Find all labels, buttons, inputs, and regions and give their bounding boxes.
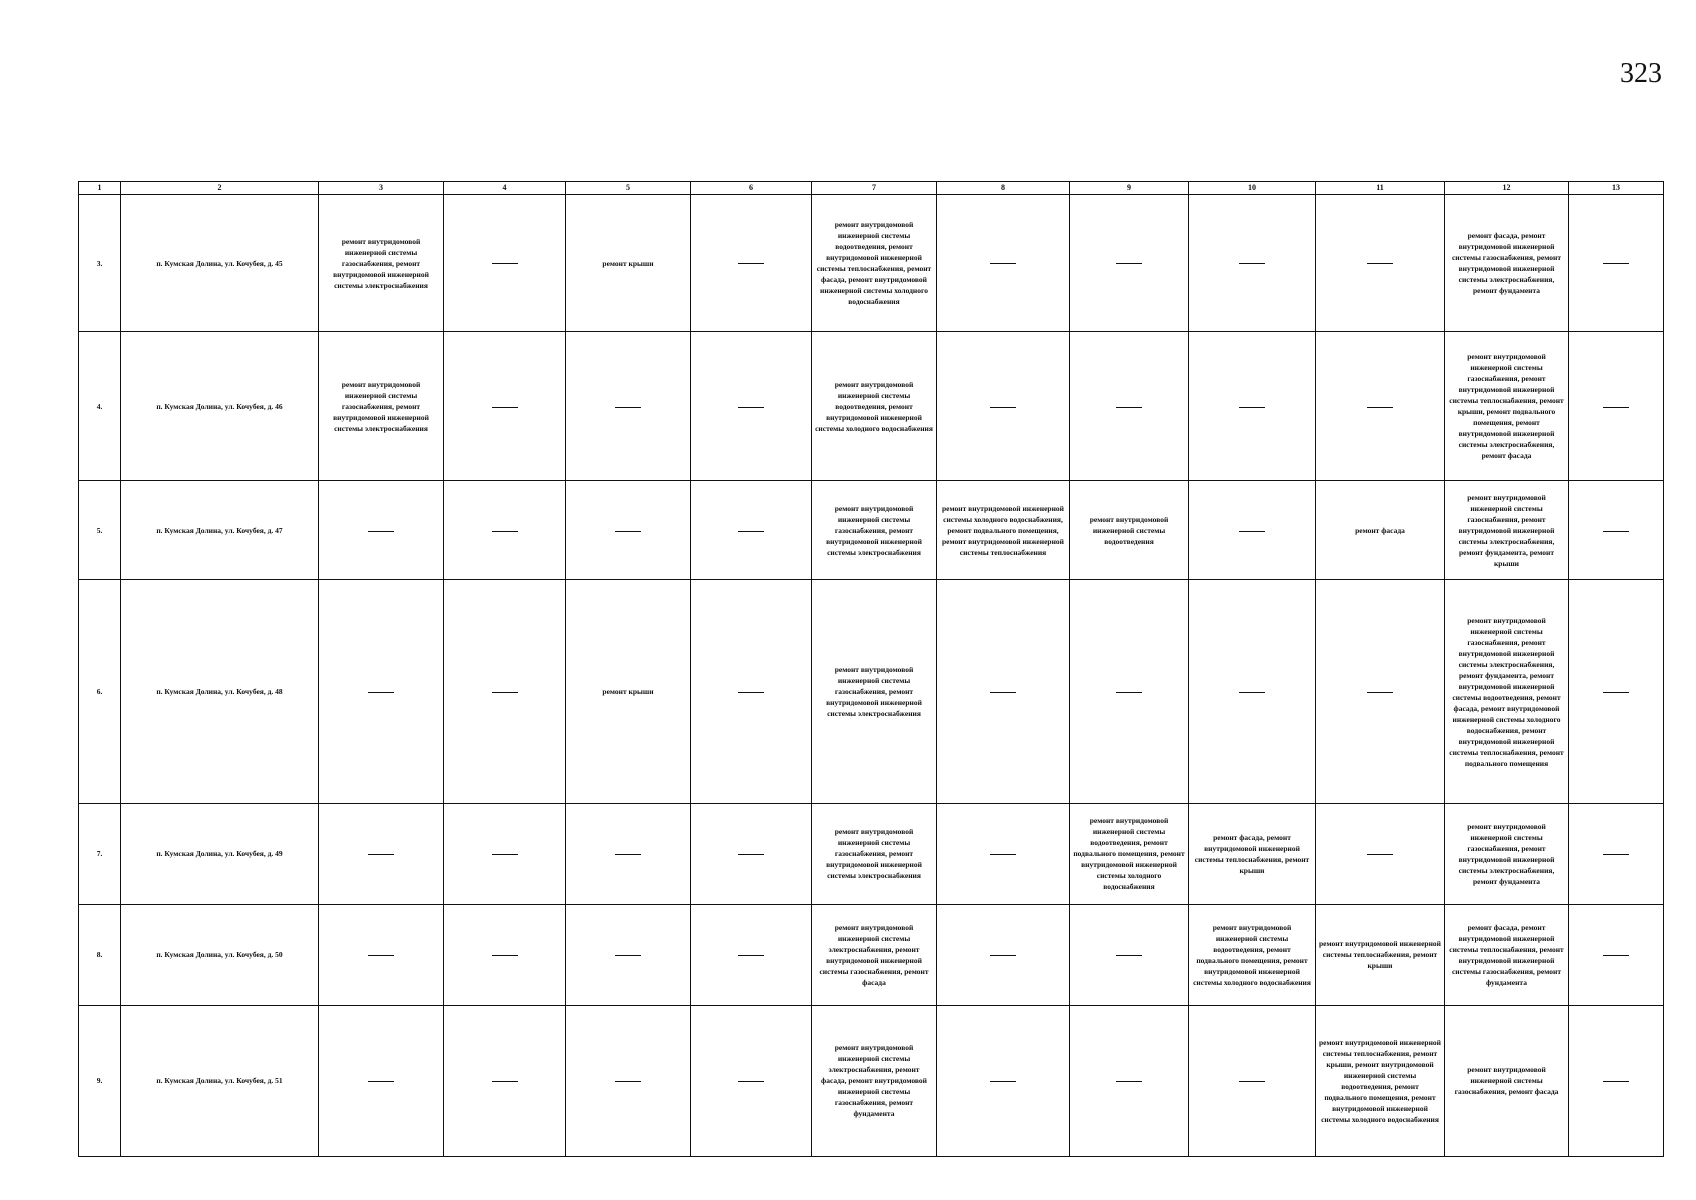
empty-dash: [738, 531, 764, 532]
table-cell: [319, 580, 444, 804]
empty-dash: [368, 1081, 394, 1082]
table-cell: ремонт внутридомовой инженерной системы газоснабжения, ремонт внутридомовой инженерной системы электроснабжения, ремонт фундамента, ремонт крыши: [1445, 481, 1569, 580]
empty-dash: [1603, 263, 1629, 264]
table-cell: [1316, 195, 1445, 332]
table-cell: [691, 804, 812, 905]
empty-dash: [492, 531, 518, 532]
column-header: 2: [121, 182, 319, 195]
empty-dash: [738, 263, 764, 264]
table-cell: [937, 804, 1070, 905]
table-cell: [691, 580, 812, 804]
empty-dash: [738, 955, 764, 956]
table-cell: ремонт внутридомовой инженерной системы водоотведения: [1070, 481, 1189, 580]
table-row: [79, 195, 1664, 332]
address-cell: п. Кумская Долина, ул. Кочубея, д. 45: [121, 195, 319, 332]
empty-dash: [492, 854, 518, 855]
table-cell: [1070, 332, 1189, 481]
column-header: 9: [1070, 182, 1189, 195]
table-cell: [566, 481, 691, 580]
table-cell: [691, 332, 812, 481]
table-cell: ремонт фасада: [1316, 481, 1445, 580]
empty-dash: [990, 407, 1016, 408]
table-cell: [319, 481, 444, 580]
empty-dash: [738, 854, 764, 855]
empty-dash: [1367, 854, 1393, 855]
empty-dash: [1603, 1081, 1629, 1082]
empty-dash: [1239, 692, 1265, 693]
table-cell: [566, 332, 691, 481]
table-cell: ремонт внутридомовой инженерной системы водоотведения, ремонт внутридомовой инженерной системы теплоснабжения, ремонт фасада, ремонт внутридомовой инженерной системы холодного водоснабжения: [812, 195, 937, 332]
row-number: 5.: [79, 481, 121, 580]
address-cell: п. Кумская Долина, ул. Кочубея, д. 46: [121, 332, 319, 481]
empty-dash: [492, 1081, 518, 1082]
table-cell: [444, 804, 566, 905]
repair-schedule-table: [78, 181, 1664, 1157]
empty-dash: [1116, 1081, 1142, 1082]
table-cell: ремонт внутридомовой инженерной системы газоснабжения, ремонт внутридомовой инженерной системы электроснабжения, ремонт фундамента, ремонт внутридомовой инженерной системы водоотведения, ремонт фасада, ремонт внутридомовой инженерной системы холодного водоснабжения, ремонт внутридомовой инженерной системы теплоснабжения, ремонт подвального помещения: [1445, 580, 1569, 804]
table-cell: [1316, 804, 1445, 905]
empty-dash: [615, 407, 641, 408]
row-number: 6.: [79, 580, 121, 804]
empty-dash: [492, 692, 518, 693]
table-cell: [1189, 195, 1316, 332]
table-row: [79, 332, 1664, 481]
empty-dash: [492, 955, 518, 956]
empty-dash: [1603, 955, 1629, 956]
empty-dash: [990, 955, 1016, 956]
table-cell: ремонт внутридомовой инженерной системы водоотведения, ремонт подвального помещения, ремонт внутридомовой инженерной системы холодного водоснабжения: [1070, 804, 1189, 905]
table-cell: [937, 580, 1070, 804]
table-cell: ремонт внутридомовой инженерной системы электроснабжения, ремонт внутридомовой инженерной системы газоснабжения, ремонт фасада: [812, 904, 937, 1005]
table-cell: [1569, 481, 1664, 580]
empty-dash: [1239, 1081, 1265, 1082]
table-cell: ремонт внутридомовой инженерной системы газоснабжения, ремонт внутридомовой инженерной системы теплоснабжения, ремонт крыши, ремонт подвального помещения, ремонт внутридомовой инженерной системы электроснабжения, ремонт фасада: [1445, 332, 1569, 481]
address-cell: п. Кумская Долина, ул. Кочубея, д. 47: [121, 481, 319, 580]
table-cell: [691, 195, 812, 332]
empty-dash: [615, 1081, 641, 1082]
empty-dash: [1116, 692, 1142, 693]
empty-dash: [990, 854, 1016, 855]
table-cell: [319, 904, 444, 1005]
empty-dash: [990, 263, 1016, 264]
table-cell: ремонт внутридомовой инженерной системы газоснабжения, ремонт внутридомовой инженерной системы электроснабжения: [812, 580, 937, 804]
table-cell: [1569, 332, 1664, 481]
empty-dash: [1239, 531, 1265, 532]
column-header: 8: [937, 182, 1070, 195]
empty-dash: [990, 692, 1016, 693]
table-cell: [1189, 481, 1316, 580]
table-cell: [1189, 332, 1316, 481]
empty-dash: [738, 692, 764, 693]
table-cell: [1316, 580, 1445, 804]
table-cell: [937, 1005, 1070, 1156]
table-cell: [1316, 332, 1445, 481]
empty-dash: [1239, 407, 1265, 408]
table-cell: [319, 1005, 444, 1156]
row-number: 9.: [79, 1005, 121, 1156]
empty-dash: [368, 692, 394, 693]
table-row: [79, 481, 1664, 580]
table-cell: [444, 195, 566, 332]
table-cell: [566, 1005, 691, 1156]
table-cell: [1070, 580, 1189, 804]
table-cell: [444, 332, 566, 481]
empty-dash: [1116, 263, 1142, 264]
empty-dash: [1239, 263, 1265, 264]
table-cell: ремонт крыши: [566, 195, 691, 332]
empty-dash: [1603, 531, 1629, 532]
empty-dash: [615, 955, 641, 956]
table-row: [79, 1005, 1664, 1156]
table-cell: ремонт фасада, ремонт внутридомовой инженерной системы теплоснабжения, ремонт крыши: [1189, 804, 1316, 905]
table-cell: [1569, 904, 1664, 1005]
row-number: 8.: [79, 904, 121, 1005]
table-cell: ремонт внутридомовой инженерной системы водоотведения, ремонт подвального помещения, ремонт внутридомовой инженерной системы холодного водоснабжения: [1189, 904, 1316, 1005]
table-cell: [444, 904, 566, 1005]
table-cell: ремонт внутридомовой инженерной системы газоснабжения, ремонт внутридомовой инженерной системы электроснабжения: [319, 195, 444, 332]
empty-dash: [615, 854, 641, 855]
table-cell: [1569, 804, 1664, 905]
table-cell: ремонт крыши: [566, 580, 691, 804]
table-cell: [937, 904, 1070, 1005]
column-header: 3: [319, 182, 444, 195]
table-cell: ремонт фасада, ремонт внутридомовой инженерной системы теплоснабжения, ремонт внутридомовой инженерной системы газоснабжения, ремонт фундамента: [1445, 904, 1569, 1005]
empty-dash: [368, 531, 394, 532]
address-cell: п. Кумская Долина, ул. Кочубея, д. 49: [121, 804, 319, 905]
table-cell: ремонт внутридомовой инженерной системы газоснабжения, ремонт внутридомовой инженерной системы электроснабжения, ремонт фундамента: [1445, 804, 1569, 905]
column-header: 12: [1445, 182, 1569, 195]
table-cell: ремонт внутридомовой инженерной системы газоснабжения, ремонт внутридомовой инженерной системы электроснабжения: [812, 481, 937, 580]
table-cell: [1189, 580, 1316, 804]
empty-dash: [368, 955, 394, 956]
table-cell: [444, 1005, 566, 1156]
empty-dash: [1367, 692, 1393, 693]
address-cell: п. Кумская Долина, ул. Кочубея, д. 48: [121, 580, 319, 804]
column-header: 1: [79, 182, 121, 195]
empty-dash: [738, 1081, 764, 1082]
table-cell: ремонт внутридомовой инженерной системы водоотведения, ремонт внутридомовой инженерной системы холодного водоснабжения: [812, 332, 937, 481]
table-cell: [937, 332, 1070, 481]
empty-dash: [368, 854, 394, 855]
column-header: 7: [812, 182, 937, 195]
table-cell: [691, 1005, 812, 1156]
column-header: 10: [1189, 182, 1316, 195]
table-cell: ремонт внутридомовой инженерной системы газоснабжения, ремонт внутридомовой инженерной системы электроснабжения: [812, 804, 937, 905]
table-cell: [937, 195, 1070, 332]
table-row: [79, 904, 1664, 1005]
empty-dash: [492, 263, 518, 264]
empty-dash: [1116, 955, 1142, 956]
empty-dash: [990, 1081, 1016, 1082]
empty-dash: [1603, 854, 1629, 855]
column-header: 13: [1569, 182, 1664, 195]
page-number: 323: [1620, 58, 1662, 89]
table-cell: ремонт внутридомовой инженерной системы теплоснабжения, ремонт крыши: [1316, 904, 1445, 1005]
empty-dash: [615, 531, 641, 532]
table-cell: [1189, 1005, 1316, 1156]
table-cell: [1569, 580, 1664, 804]
column-header: 5: [566, 182, 691, 195]
empty-dash: [1116, 407, 1142, 408]
empty-dash: [1603, 692, 1629, 693]
table-cell: ремонт внутридомовой инженерной системы теплоснабжения, ремонт крыши, ремонт внутридомовой инженерной системы водоотведения, ремонт подвального помещения, ремонт внутридомовой инженерной системы холодного водоснабжения: [1316, 1005, 1445, 1156]
table-cell: [566, 804, 691, 905]
address-cell: п. Кумская Долина, ул. Кочубея, д. 50: [121, 904, 319, 1005]
empty-dash: [492, 407, 518, 408]
column-header: 6: [691, 182, 812, 195]
table-row: [79, 580, 1664, 804]
table-cell: [1569, 1005, 1664, 1156]
column-header: 4: [444, 182, 566, 195]
table-cell: [1070, 904, 1189, 1005]
table-cell: ремонт внутридомовой инженерной системы холодного водоснабжения, ремонт подвального помещения, ремонт внутридомовой инженерной системы теплоснабжения: [937, 481, 1070, 580]
table-cell: ремонт внутридомовой инженерной системы газоснабжения, ремонт внутридомовой инженерной системы электроснабжения: [319, 332, 444, 481]
table-cell: [1569, 195, 1664, 332]
empty-dash: [1367, 263, 1393, 264]
table-cell: [1070, 1005, 1189, 1156]
table-cell: [691, 904, 812, 1005]
table-cell: [319, 804, 444, 905]
row-number: 4.: [79, 332, 121, 481]
table-cell: ремонт внутридомовой инженерной системы газоснабжения, ремонт фасада: [1445, 1005, 1569, 1156]
empty-dash: [1603, 407, 1629, 408]
address-cell: п. Кумская Долина, ул. Кочубея, д. 51: [121, 1005, 319, 1156]
table-cell: [444, 481, 566, 580]
table-row: [79, 804, 1664, 905]
row-number: 3.: [79, 195, 121, 332]
column-header: 11: [1316, 182, 1445, 195]
header-row: [79, 182, 1664, 195]
table-cell: [444, 580, 566, 804]
row-number: 7.: [79, 804, 121, 905]
table-cell: [691, 481, 812, 580]
empty-dash: [738, 407, 764, 408]
table-cell: [566, 904, 691, 1005]
empty-dash: [1367, 407, 1393, 408]
table-cell: ремонт внутридомовой инженерной системы электроснабжения, ремонт фасада, ремонт внутридомовой инженерной системы газоснабжения, ремонт фундамента: [812, 1005, 937, 1156]
table-cell: ремонт фасада, ремонт внутридомовой инженерной системы газоснабжения, ремонт внутридомовой инженерной системы электроснабжения, ремонт фундамента: [1445, 195, 1569, 332]
table-cell: [1070, 195, 1189, 332]
